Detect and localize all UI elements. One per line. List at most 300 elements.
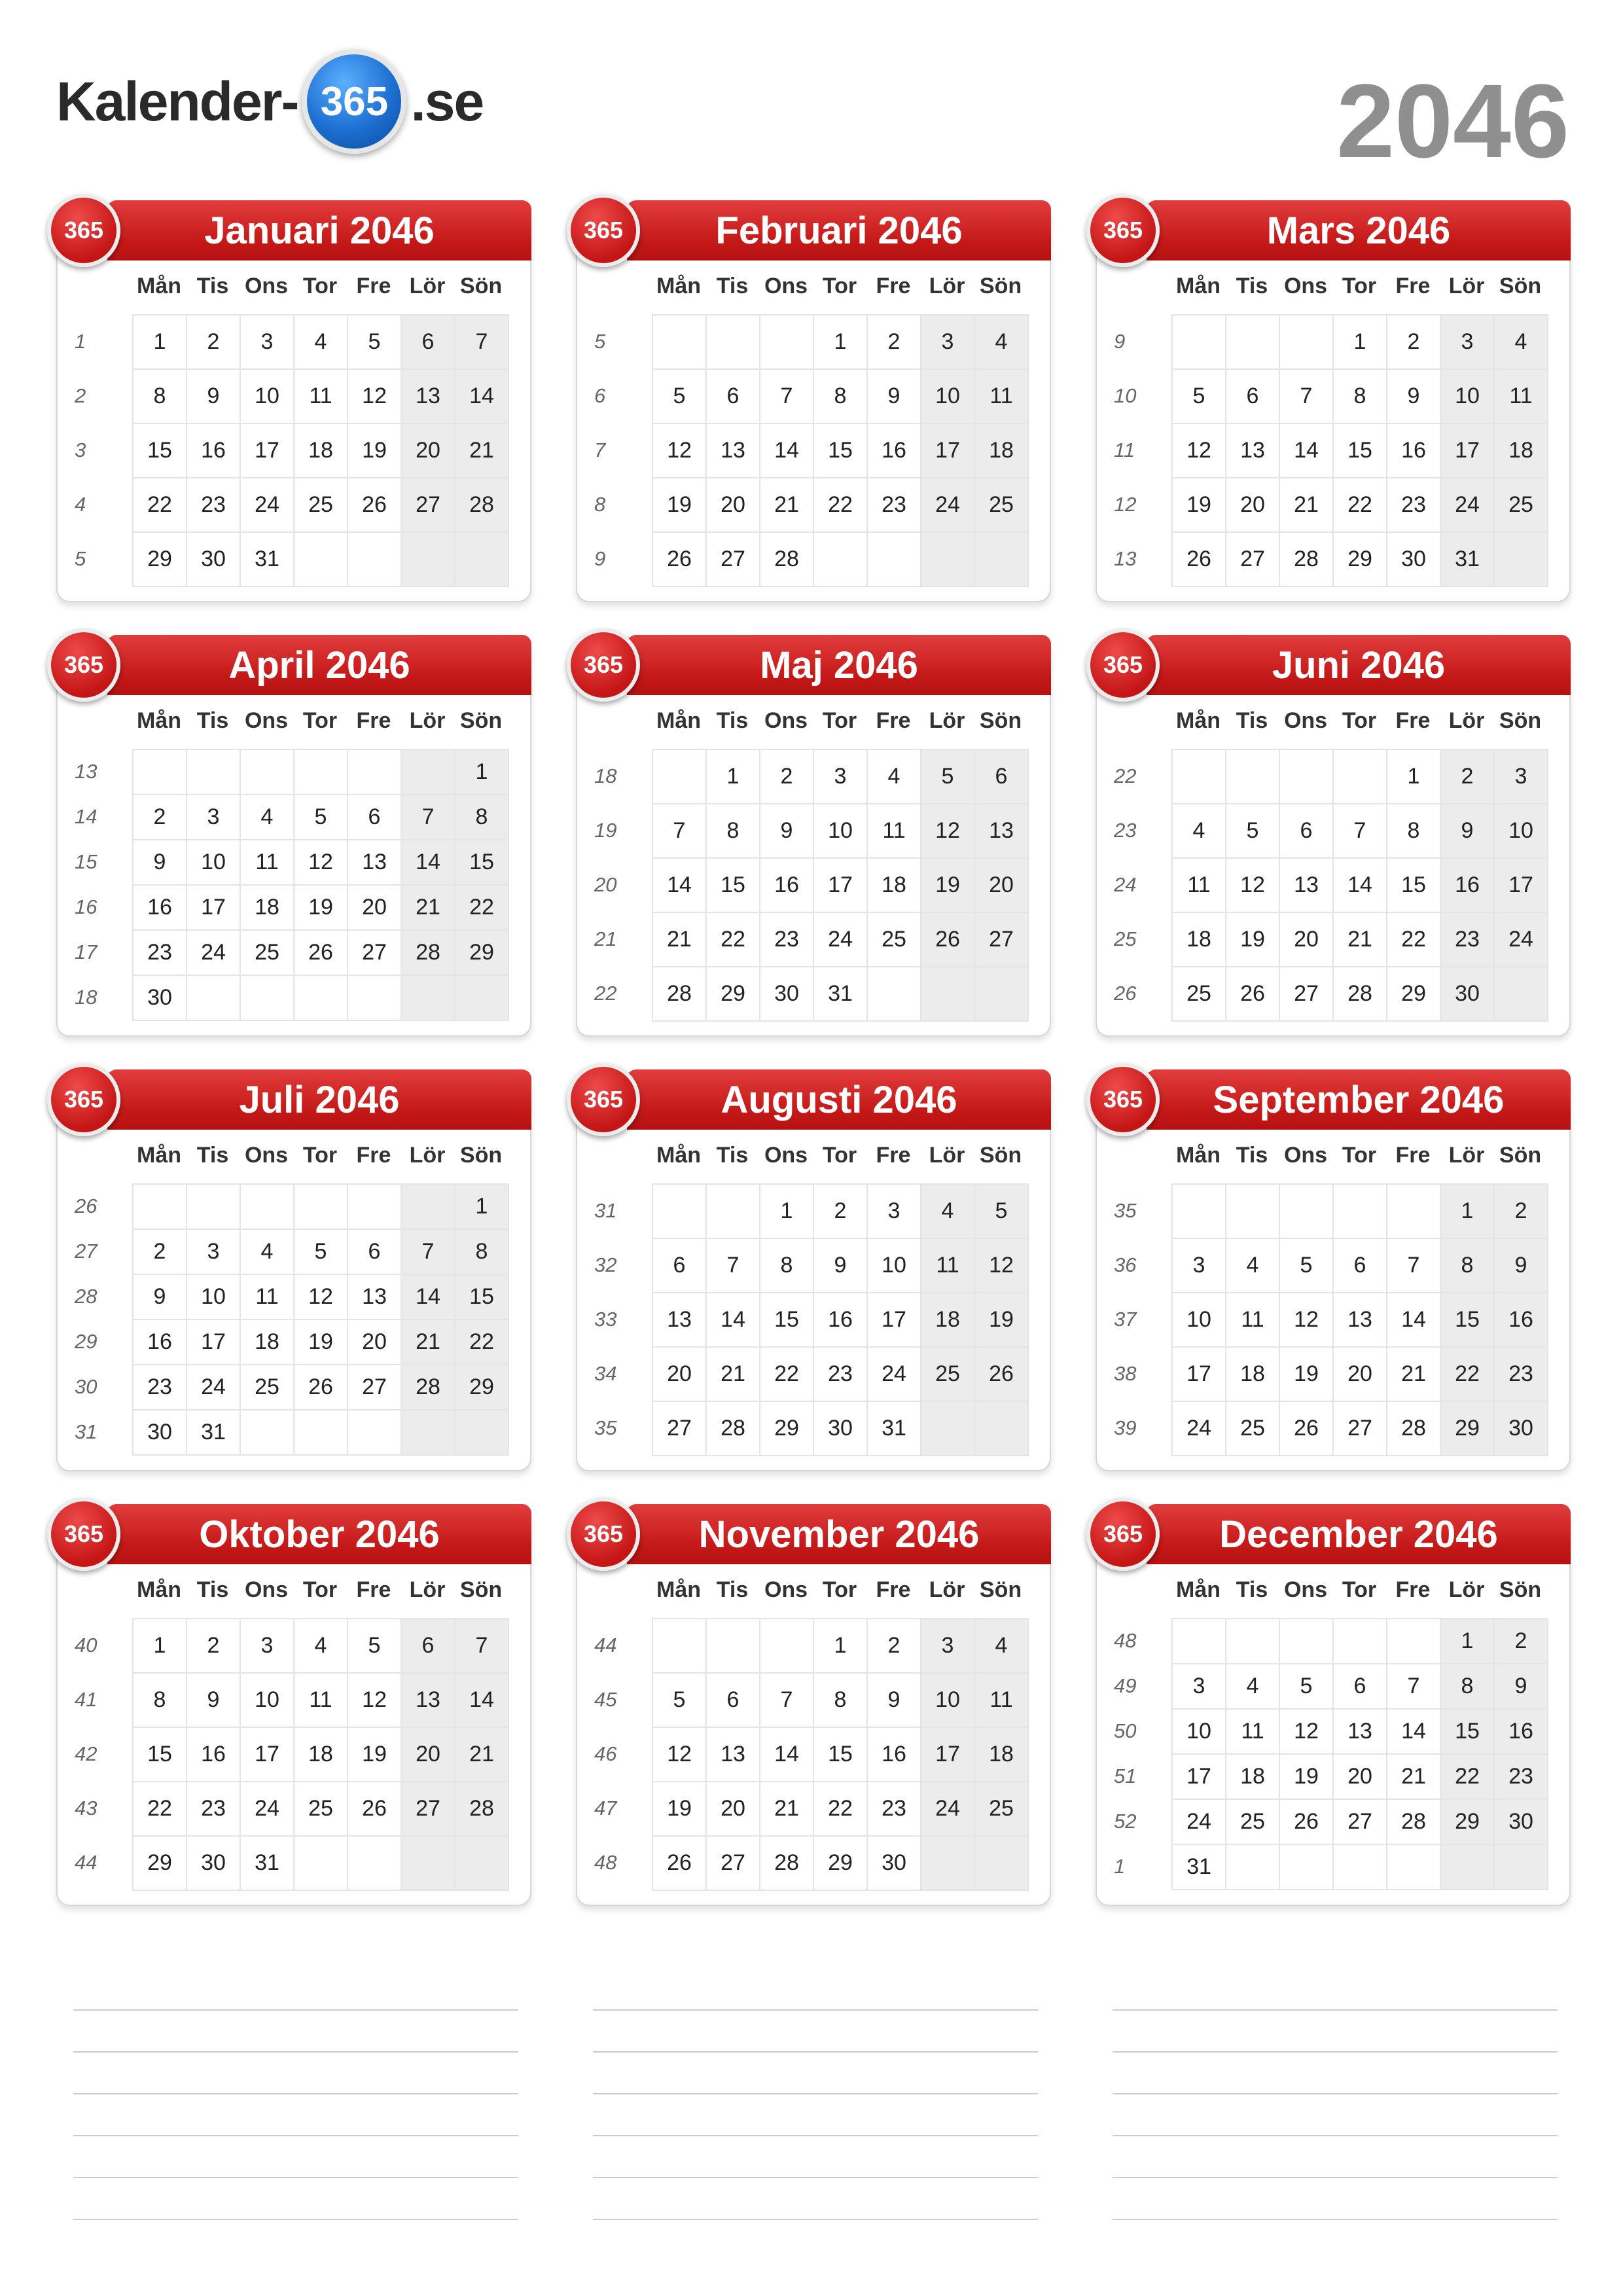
day-cell: 27 (348, 930, 401, 975)
weekday-label: Lör (1448, 274, 1485, 298)
day-cell: 9 (1387, 369, 1440, 423)
month-badge: 365 (47, 1498, 120, 1571)
weekend-day-cell: 28 (401, 930, 455, 975)
weekend-day-cell (455, 1410, 508, 1455)
weekend-day-cell: 10 (921, 1673, 974, 1727)
weekend-day-cell: 3 (921, 1619, 974, 1673)
logo-badge: 365 (302, 49, 406, 154)
day-cell: 2 (133, 1229, 187, 1274)
week-number: 39 (1114, 1416, 1137, 1439)
weekend-day-cell: 3 (1440, 315, 1494, 369)
week-row (133, 1782, 508, 1836)
day-cell (1387, 1844, 1440, 1890)
day-cell: 4 (1172, 804, 1226, 858)
weekend-day-cell: 24 (1440, 478, 1494, 532)
day-cell: 28 (706, 1401, 760, 1456)
weekend-day-cell: 2 (1494, 1619, 1548, 1664)
note-line (73, 2051, 518, 2053)
weekday-label: Ons (1283, 1577, 1328, 1602)
weekend-day-cell: 25 (974, 1782, 1028, 1836)
day-cell: 14 (652, 858, 706, 912)
weekday-label: Tor (1342, 274, 1377, 298)
day-cell (706, 1619, 760, 1673)
day-cell: 23 (867, 1782, 921, 1836)
day-cell (348, 1184, 401, 1229)
week-number: 38 (1114, 1361, 1137, 1385)
week-number: 29 (75, 1329, 98, 1353)
day-cell: 8 (133, 1673, 187, 1727)
weekday-label: Tis (716, 1143, 749, 1168)
day-cell (133, 1184, 187, 1229)
weekend-day-cell: 11 (974, 369, 1028, 423)
weekday-label: Lör (1448, 1143, 1485, 1168)
day-cell: 30 (187, 1836, 240, 1890)
weekday-label: Lör (929, 1143, 965, 1168)
day-cell (133, 749, 187, 795)
week-number: 4 (75, 492, 86, 516)
week-number: 31 (75, 1420, 98, 1443)
weekday-label: Tor (822, 274, 857, 298)
day-grid (652, 1183, 1029, 1456)
day-cell: 8 (813, 369, 867, 423)
weekday-header-row (652, 1143, 1027, 1168)
day-cell (1333, 1184, 1387, 1238)
day-cell (1279, 315, 1333, 369)
weekday-label: Tor (822, 708, 857, 733)
day-cell: 28 (1333, 967, 1387, 1021)
day-cell (294, 1410, 348, 1455)
day-cell (1226, 315, 1279, 369)
day-cell: 18 (294, 423, 348, 478)
day-cell: 24 (813, 912, 867, 967)
week-number: 36 (1114, 1253, 1137, 1276)
weekend-day-cell: 14 (401, 840, 455, 885)
day-cell: 18 (1226, 1347, 1279, 1401)
day-cell: 22 (1387, 912, 1440, 967)
day-cell: 1 (760, 1184, 813, 1238)
day-cell: 13 (652, 1293, 706, 1347)
weekend-day-cell (455, 532, 508, 586)
week-row (652, 369, 1028, 423)
day-cell: 8 (1333, 369, 1387, 423)
weekday-label: Sön (1499, 1577, 1542, 1602)
day-cell: 24 (187, 930, 240, 975)
weekday-label: Tor (822, 1143, 857, 1168)
month-badge: 365 (1086, 628, 1160, 702)
month-card (56, 1507, 531, 1906)
week-row (1172, 1347, 1548, 1401)
week-number: 19 (594, 818, 617, 842)
day-cell: 26 (294, 930, 348, 975)
weekend-day-cell (1494, 967, 1548, 1021)
day-cell: 15 (1387, 858, 1440, 912)
week-row (1172, 1799, 1548, 1844)
day-cell: 9 (760, 804, 813, 858)
day-cell: 11 (240, 1274, 294, 1319)
day-cell: 26 (1279, 1401, 1333, 1456)
weekday-label: Ons (1283, 1143, 1328, 1168)
weekday-label: Sön (979, 274, 1022, 298)
day-cell: 15 (813, 423, 867, 478)
week-row (1172, 1709, 1548, 1754)
day-cell: 10 (1172, 1293, 1226, 1347)
weekend-day-cell: 15 (1440, 1293, 1494, 1347)
week-number: 13 (75, 759, 98, 783)
weekend-day-cell: 16 (1494, 1709, 1548, 1754)
day-cell: 23 (813, 1347, 867, 1401)
day-cell (240, 975, 294, 1020)
weekday-label: Lör (929, 274, 965, 298)
week-row (133, 1836, 508, 1890)
day-cell: 11 (1226, 1293, 1279, 1347)
day-cell (1279, 1844, 1333, 1890)
weekday-label: Tis (716, 1577, 749, 1602)
day-cell: 17 (240, 1727, 294, 1782)
week-number: 42 (75, 1742, 98, 1765)
day-cell (187, 749, 240, 795)
week-row (1172, 1401, 1548, 1456)
day-cell: 19 (1172, 478, 1226, 532)
month-badge: 365 (1086, 1498, 1160, 1571)
week-row (652, 1293, 1028, 1347)
week-row (133, 885, 508, 930)
week-number: 22 (594, 981, 617, 1005)
weekend-day-cell: 23 (1440, 912, 1494, 967)
month-title: December 2046 (1147, 1504, 1571, 1564)
month-title: Juni 2046 (1147, 635, 1571, 695)
day-cell (1387, 1184, 1440, 1238)
week-number: 35 (594, 1416, 617, 1439)
week-number: 48 (1114, 1628, 1137, 1652)
weekend-day-cell: 20 (974, 858, 1028, 912)
weekend-day-cell (974, 1836, 1028, 1890)
week-row (652, 1401, 1028, 1456)
day-cell: 31 (867, 1401, 921, 1456)
day-cell: 16 (133, 885, 187, 930)
day-cell: 22 (706, 912, 760, 967)
weekend-day-cell: 8 (455, 1229, 508, 1274)
weekday-label: Lör (409, 708, 446, 733)
weekend-day-cell: 7 (401, 1229, 455, 1274)
weekday-label: Sön (1499, 1143, 1542, 1168)
month-badge: 365 (47, 1063, 120, 1136)
day-cell: 21 (1387, 1347, 1440, 1401)
day-cell: 3 (187, 1229, 240, 1274)
day-cell: 25 (1172, 967, 1226, 1021)
weekend-day-cell: 26 (921, 912, 974, 967)
weekday-label: Tor (1342, 708, 1377, 733)
day-cell: 14 (706, 1293, 760, 1347)
week-number: 26 (75, 1194, 98, 1217)
week-row (1172, 1619, 1548, 1664)
week-row (652, 749, 1028, 804)
month-badge: 365 (567, 1063, 640, 1136)
week-number: 34 (594, 1361, 617, 1385)
notes-column-2 (593, 2009, 1038, 2261)
day-cell: 5 (348, 315, 401, 369)
weekend-day-cell: 6 (974, 749, 1028, 804)
day-cell (1226, 749, 1279, 804)
day-cell: 17 (867, 1293, 921, 1347)
weekend-day-cell: 10 (1440, 369, 1494, 423)
weekend-day-cell (1494, 1844, 1548, 1890)
weekday-label: Sön (459, 708, 503, 733)
week-row (1172, 1754, 1548, 1799)
weekday-label: Sön (459, 1577, 503, 1602)
weekend-day-cell: 15 (455, 840, 508, 885)
day-cell: 12 (294, 840, 348, 885)
weekend-day-cell: 11 (921, 1238, 974, 1293)
day-cell: 23 (1387, 478, 1440, 532)
day-cell: 18 (294, 1727, 348, 1782)
month-badge: 365 (1086, 194, 1160, 267)
week-number: 35 (1114, 1198, 1137, 1222)
weekend-day-cell: 21 (455, 423, 508, 478)
week-row (133, 478, 508, 532)
day-cell: 17 (187, 1319, 240, 1365)
week-row (652, 1836, 1028, 1890)
day-cell: 4 (294, 315, 348, 369)
day-cell: 21 (760, 478, 813, 532)
weekday-label: Sön (979, 1143, 1022, 1168)
month-card (56, 637, 531, 1037)
week-number: 20 (594, 872, 617, 896)
week-number: 27 (75, 1239, 98, 1263)
weekend-day-cell: 16 (1494, 1293, 1548, 1347)
day-cell: 12 (348, 369, 401, 423)
day-cell: 26 (1172, 532, 1226, 586)
notes-column-1 (73, 2009, 518, 2261)
day-cell: 24 (1172, 1401, 1226, 1456)
weekend-day-cell: 28 (455, 478, 508, 532)
day-cell: 26 (348, 478, 401, 532)
week-numbers (594, 1183, 633, 1455)
day-cell: 20 (1333, 1347, 1387, 1401)
weekend-day-cell: 14 (401, 1274, 455, 1319)
week-number: 37 (1114, 1307, 1137, 1331)
day-cell: 22 (813, 478, 867, 532)
week-row (652, 532, 1028, 586)
day-cell: 19 (348, 1727, 401, 1782)
day-cell: 29 (133, 532, 187, 586)
weekday-label: Fre (876, 274, 911, 298)
day-cell: 12 (1226, 858, 1279, 912)
week-number: 41 (75, 1687, 98, 1711)
weekday-header-row (132, 274, 508, 299)
weekend-day-cell: 15 (455, 1274, 508, 1319)
weekend-day-cell: 26 (974, 1347, 1028, 1401)
day-cell: 15 (706, 858, 760, 912)
day-cell: 30 (133, 975, 187, 1020)
day-cell: 27 (1226, 532, 1279, 586)
day-cell: 14 (1387, 1293, 1440, 1347)
day-cell: 11 (867, 804, 921, 858)
day-cell: 7 (760, 369, 813, 423)
weekday-label: Sön (1499, 708, 1542, 733)
weekday-label: Ons (764, 1577, 808, 1602)
week-numbers (75, 314, 114, 586)
day-cell: 7 (652, 804, 706, 858)
day-cell: 20 (652, 1347, 706, 1401)
day-cell: 1 (133, 315, 187, 369)
day-cell: 16 (187, 423, 240, 478)
day-cell: 31 (240, 532, 294, 586)
day-cell: 20 (706, 478, 760, 532)
weekend-day-cell: 29 (455, 1365, 508, 1410)
day-cell: 24 (187, 1365, 240, 1410)
weekend-day-cell: 5 (974, 1184, 1028, 1238)
month-badge: 365 (47, 194, 120, 267)
weekend-day-cell (921, 1836, 974, 1890)
week-number: 43 (75, 1796, 98, 1820)
day-cell (240, 749, 294, 795)
weekday-label: Mån (656, 708, 701, 733)
day-cell: 11 (1226, 1709, 1279, 1754)
weekend-day-cell: 15 (1440, 1709, 1494, 1754)
weekend-day-cell: 24 (921, 478, 974, 532)
weekend-day-cell: 27 (401, 1782, 455, 1836)
day-grid (132, 1183, 509, 1456)
month-card (576, 637, 1051, 1037)
day-cell: 25 (867, 912, 921, 967)
week-row (133, 749, 508, 795)
weekday-label: Fre (356, 1577, 391, 1602)
week-row (1172, 369, 1548, 423)
weekend-day-cell: 9 (1440, 804, 1494, 858)
week-numbers (1114, 749, 1153, 1020)
weekend-day-cell: 8 (1440, 1238, 1494, 1293)
day-grid (1171, 749, 1548, 1022)
week-number: 8 (594, 492, 606, 516)
weekend-day-cell: 27 (974, 912, 1028, 967)
week-row (1172, 423, 1548, 478)
day-cell: 13 (706, 1727, 760, 1782)
day-cell: 29 (760, 1401, 813, 1456)
weekday-label: Mån (137, 708, 181, 733)
weekend-day-cell: 8 (1440, 1664, 1494, 1709)
weekday-label: Mån (656, 1577, 701, 1602)
weekday-label: Fre (1395, 708, 1431, 733)
day-cell: 15 (1333, 423, 1387, 478)
weekend-day-cell: 1 (1440, 1184, 1494, 1238)
day-cell: 13 (348, 840, 401, 885)
day-cell: 4 (867, 749, 921, 804)
weekend-day-cell: 12 (974, 1238, 1028, 1293)
day-cell (867, 532, 921, 586)
day-cell: 29 (1387, 967, 1440, 1021)
weekend-day-cell (401, 1184, 455, 1229)
day-grid (1171, 1183, 1548, 1456)
weekday-label: Fre (356, 1143, 391, 1168)
day-cell: 30 (867, 1836, 921, 1890)
month-title: Juli 2046 (107, 1069, 531, 1130)
weekday-label: Ons (764, 1143, 808, 1168)
week-row (1172, 1293, 1548, 1347)
day-cell: 23 (187, 478, 240, 532)
day-cell: 25 (1226, 1799, 1279, 1844)
note-line (73, 2093, 518, 2094)
day-cell: 9 (813, 1238, 867, 1293)
day-cell: 12 (294, 1274, 348, 1319)
day-cell: 8 (760, 1238, 813, 1293)
day-cell (760, 315, 813, 369)
day-cell: 8 (706, 804, 760, 858)
day-cell: 6 (706, 369, 760, 423)
weekend-day-cell: 11 (974, 1673, 1028, 1727)
weekend-day-cell: 7 (455, 1619, 508, 1673)
day-cell: 20 (1279, 912, 1333, 967)
weekend-day-cell: 31 (1440, 532, 1494, 586)
week-row (1172, 1664, 1548, 1709)
day-cell: 2 (867, 1619, 921, 1673)
day-cell: 11 (294, 1673, 348, 1727)
week-row (133, 1229, 508, 1274)
week-number: 9 (594, 547, 606, 570)
day-cell: 10 (240, 1673, 294, 1727)
day-cell: 17 (240, 423, 294, 478)
day-cell (348, 1836, 401, 1890)
weekend-day-cell: 27 (401, 478, 455, 532)
day-cell: 20 (706, 1782, 760, 1836)
week-row (652, 315, 1028, 369)
weekend-day-cell: 24 (921, 1782, 974, 1836)
day-cell: 12 (348, 1673, 401, 1727)
day-cell (348, 749, 401, 795)
month-card (1096, 203, 1571, 602)
day-cell (294, 1836, 348, 1890)
day-grid (1171, 314, 1548, 587)
weekend-day-cell: 7 (455, 315, 508, 369)
day-cell: 27 (1333, 1799, 1387, 1844)
day-cell: 19 (1279, 1347, 1333, 1401)
month-badge: 365 (567, 194, 640, 267)
day-cell: 4 (294, 1619, 348, 1673)
day-cell: 21 (1387, 1754, 1440, 1799)
weekday-label: Sön (979, 1577, 1022, 1602)
week-number: 46 (594, 1742, 617, 1765)
week-number: 21 (594, 927, 617, 950)
weekend-day-cell: 3 (1494, 749, 1548, 804)
day-cell: 26 (1226, 967, 1279, 1021)
day-cell (294, 749, 348, 795)
week-row (133, 1673, 508, 1727)
day-cell: 19 (1279, 1754, 1333, 1799)
weekend-day-cell: 29 (1440, 1401, 1494, 1456)
month-title: Maj 2046 (627, 635, 1051, 695)
day-cell: 11 (1172, 858, 1226, 912)
day-cell: 12 (1279, 1709, 1333, 1754)
week-row (1172, 478, 1548, 532)
day-cell (1172, 749, 1226, 804)
year-title: 2046 (1336, 62, 1569, 179)
weekday-label: Ons (244, 708, 289, 733)
day-cell: 30 (760, 967, 813, 1021)
week-number: 17 (75, 940, 98, 963)
day-cell: 27 (348, 1365, 401, 1410)
weekday-label: Tis (1236, 708, 1268, 733)
day-cell: 5 (1279, 1664, 1333, 1709)
day-cell: 5 (294, 1229, 348, 1274)
weekend-day-cell: 29 (1440, 1799, 1494, 1844)
day-cell: 11 (294, 369, 348, 423)
logo-right-text: .se (410, 70, 484, 132)
day-cell: 10 (867, 1238, 921, 1293)
day-cell: 16 (867, 1727, 921, 1782)
weekday-label: Fre (1395, 1577, 1431, 1602)
day-cell: 30 (187, 532, 240, 586)
day-cell: 30 (133, 1410, 187, 1455)
day-cell: 20 (348, 1319, 401, 1365)
